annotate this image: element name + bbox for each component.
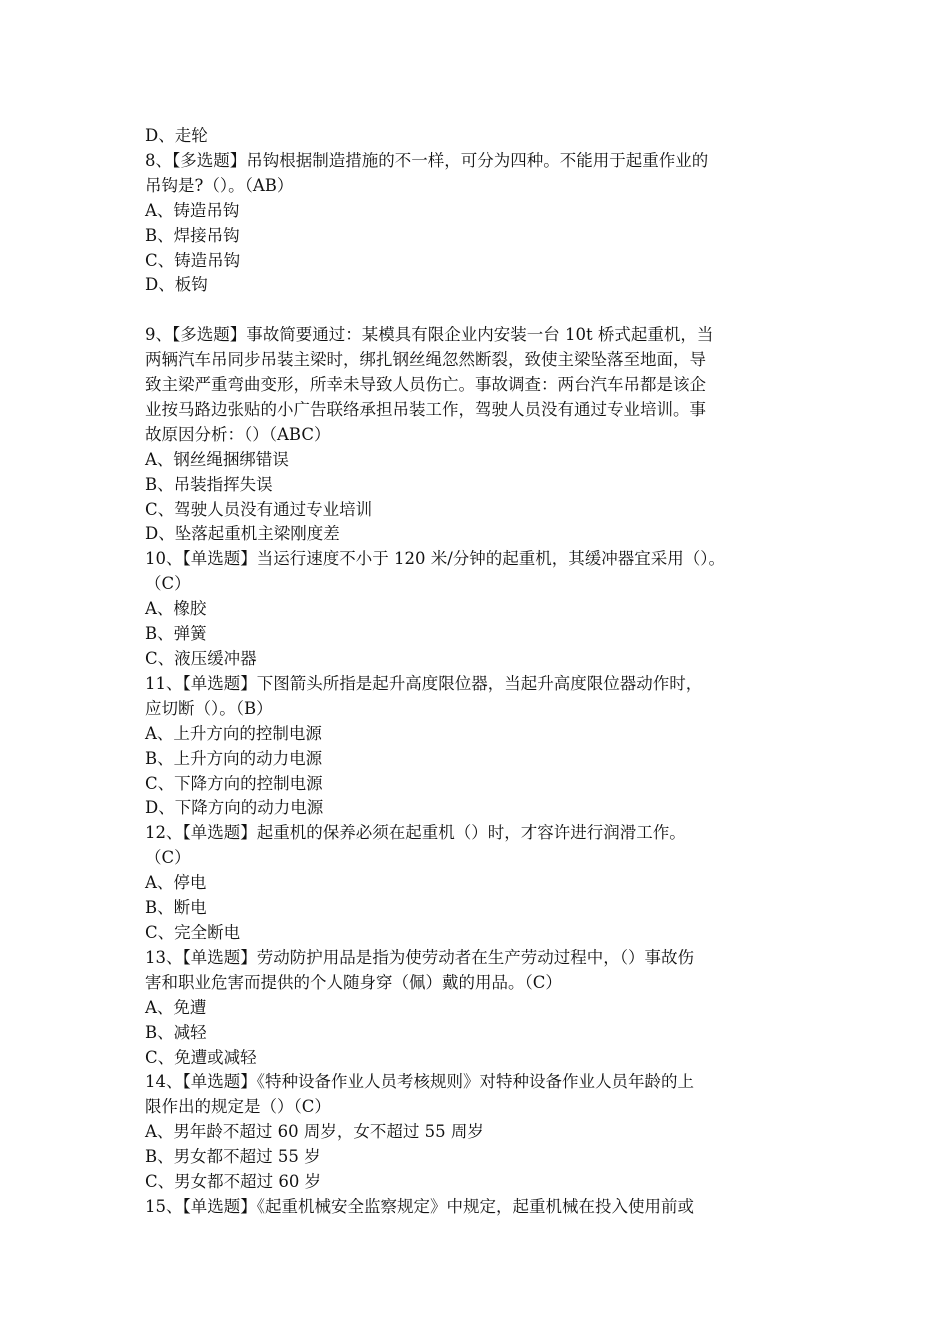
text-line: 11、【单选题】下图箭头所指是起升高度限位器，当起升高度限位器动作时， [145,673,703,693]
text-line: C、下降方向的控制电源 [145,773,323,793]
text-line: C、男女都不超过 60 岁 [145,1172,322,1192]
text-line: C、驾驶人员没有通过专业培训 [145,499,373,519]
text-line: 业按马路边张贴的小广告联络承担吊装工作，驾驶人员没有通过专业培训。事 [145,399,706,419]
answer-option [145,871,825,896]
question-text [145,946,825,996]
question-text [145,149,825,199]
text-line: B、焊接吊钩 [145,225,240,245]
answer-option [145,722,825,747]
question-text [145,672,825,722]
answer-option [145,1021,825,1046]
text-line: 两辆汽车吊同步吊装主梁时，绑扎钢丝绳忽然断裂，致使主梁坠落至地面，导 [145,350,706,370]
text-line: B、减轻 [145,1022,207,1042]
answer-option [145,1145,825,1170]
text-line: （C） [145,574,191,594]
answer-option [145,647,825,672]
text-line: （C） [145,848,191,868]
answer-option [145,796,825,821]
answer-option [145,224,825,249]
text-line: A、停电 [145,873,207,893]
text-line: D、走轮 [145,126,208,145]
answer-option [145,747,825,772]
answer-option [145,772,825,797]
question-text [145,821,825,871]
text-line: B、吊装指挥失误 [145,474,273,494]
text-line: 10、【单选题】当运行速度不小于 120 米/分钟的起重机，其缓冲器宜采用（）。 [145,549,726,569]
text-line: B、男女都不超过 55 岁 [145,1147,321,1167]
text-line: D、坠落起重机主梁刚度差 [145,524,340,544]
answer-option [145,124,825,149]
answer-option [145,249,825,274]
answer-option [145,622,825,647]
answer-option [145,996,825,1021]
answer-option [145,473,825,498]
text-line: A、橡胶 [145,599,207,619]
question-text [145,547,825,597]
text-line: 13、【单选题】劳动防护用品是指为使劳动者在生产劳动过程中，（）事故伤 [145,947,694,967]
text-line: A、免遭 [145,997,207,1017]
text-line: 致主梁严重弯曲变形，所幸未导致人员伤亡。事故调查：两台汽车吊都是该企 [145,375,706,395]
text-line: 15、【单选题】《起重机械安全监察规定》中规定，起重机械在投入使用前或 [145,1196,694,1216]
answer-option [145,1046,825,1071]
text-line: D、板钩 [145,275,208,295]
text-line: A、铸造吊钩 [145,200,240,220]
answer-option [145,522,825,547]
text-line: 吊钩是?（）。（AB） [145,175,294,195]
question-text [145,1070,825,1120]
text-line: C、铸造吊钩 [145,250,241,270]
text-line: B、弹簧 [145,624,207,644]
text-line: 故原因分析：（）（ABC） [145,424,331,444]
text-line: 12、【单选题】起重机的保养必须在起重机（）时，才容许进行润滑工作。 [145,823,686,843]
text-line: B、上升方向的动力电源 [145,748,323,768]
text-line: 9、【多选题】事故简要通过：某模具有限企业内安装一台 10t 桥式起重机，当 [145,325,714,345]
answer-option [145,199,825,224]
paragraph-gap [145,298,825,323]
text-line: 应切断（）。（B） [145,698,273,718]
answer-option [145,921,825,946]
text-line: B、断电 [145,898,207,918]
answer-option [145,448,825,473]
question-text [145,323,825,448]
answer-option [145,498,825,523]
answer-option [145,896,825,921]
text-line: A、钢丝绳捆绑错误 [145,449,289,469]
text-line: A、上升方向的控制电源 [145,723,322,743]
text-line: A、男年龄不超过 60 周岁，女不超过 55 周岁 [145,1122,484,1142]
text-line: 限作出的规定是（）（C） [145,1097,331,1117]
text-line: C、液压缓冲器 [145,649,257,669]
answer-option [145,1170,825,1195]
text-line: C、完全断电 [145,922,241,942]
answer-option [145,1120,825,1145]
text-line: C、免遭或减轻 [145,1047,257,1067]
text-line: 害和职业危害而提供的个人随身穿（佩）戴的用品。（C） [145,972,562,992]
document-body [145,124,825,1220]
answer-option [145,597,825,622]
text-line: 8、【多选题】吊钩根据制造措施的不一样，可分为四种。不能用于起重作业的 [145,150,709,170]
answer-option [145,273,825,298]
question-text [145,1195,825,1220]
text-line: D、下降方向的动力电源 [145,798,324,818]
text-line: 14、【单选题】《特种设备作业人员考核规则》对特种设备作业人员年龄的上 [145,1072,694,1092]
